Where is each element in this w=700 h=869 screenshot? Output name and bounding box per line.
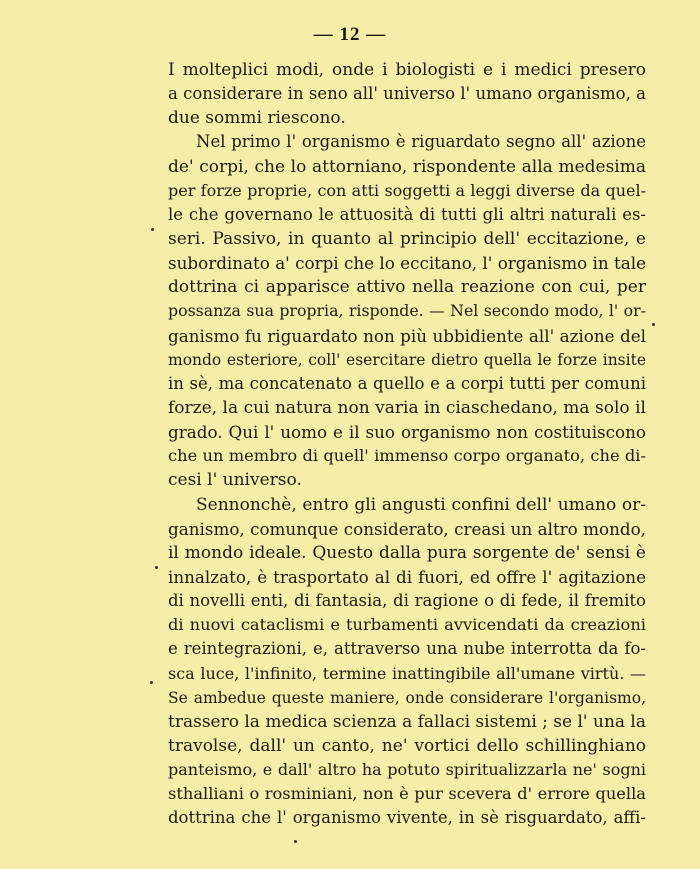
text-line: dottrina ci apparisce attivo nella reazione con cui, per bbox=[168, 277, 646, 298]
scan-speck bbox=[150, 681, 153, 684]
body-text bbox=[168, 58, 646, 831]
text-line: due sommi riescono. bbox=[168, 108, 346, 129]
scan-speck bbox=[652, 323, 655, 326]
page-number: — 12 — bbox=[313, 24, 387, 45]
text-line: sca luce, l'infinito, termine inattingibile all'umane virtù. — bbox=[168, 663, 646, 683]
text-line: innalzato, è trasportato al di fuori, ed offre l' agitazione bbox=[168, 566, 646, 587]
text-line: forze, la cui natura non varia in ciaschedano, ma solo il bbox=[168, 397, 646, 418]
text-line: sthalliani o rosminiani, non è pur scevera d' errore quella bbox=[168, 784, 646, 804]
text-line: che un membro di quell' immenso corpo organato, che di- bbox=[168, 446, 646, 466]
text-line: I molteplici modi, onde i biologisti e i medici presero bbox=[168, 60, 646, 80]
text-line: dottrina che l' organismo vivente, in sè risguardato, affi- bbox=[168, 808, 646, 828]
scan-speck bbox=[151, 228, 154, 231]
text-line: a considerare in seno all' universo l' umano organismo, a bbox=[168, 84, 646, 104]
text-line: ganismo, comunque considerato, creasi un altro mondo, bbox=[168, 518, 646, 539]
text-line: seri. Passivo, in quanto al principio dell' eccitazione, e bbox=[168, 228, 646, 249]
text-line: il mondo ideale. Questo dalla pura sorgente de' sensi è bbox=[168, 542, 646, 563]
text-line: di nuovi cataclismi e turbamenti avvicendati da creazioni bbox=[168, 615, 646, 635]
text-line: travolse, dall' un canto, ne' vortici dello schillinghiano bbox=[168, 735, 646, 756]
text-line: ganismo fu riguardato non più ubbidiente all' azione del bbox=[168, 325, 646, 346]
text-line: mondo esteriore, coll' esercitare dietro quella le forze insite bbox=[168, 350, 646, 369]
scan-speck bbox=[155, 566, 158, 569]
text-line: de' corpi, che lo attorniano, rispondente alla medesima bbox=[168, 156, 646, 177]
text-line: subordinato a' corpi che lo eccitano, l' organismo in tale bbox=[168, 253, 646, 274]
text-line: Se ambedue queste maniere, onde considerare l'organismo, bbox=[168, 688, 646, 707]
text-line: in sè, ma concatenato a quello e a corpi tutti per comuni bbox=[168, 373, 646, 393]
text-line: e reintegrazioni, e, attraverso una nube interrotta da fo- bbox=[168, 639, 646, 659]
text-line: Sennonchè, entro gli angusti confini dell' umano or- bbox=[196, 494, 646, 515]
scan-speck bbox=[294, 840, 297, 843]
text-line: grado. Qui l' uomo e il suo organismo non costituiscono bbox=[168, 422, 646, 443]
text-line: panteismo, e dall' altro ha potuto spiritualizzarla ne' sogni bbox=[168, 760, 646, 780]
text-line: cesi l' universo. bbox=[168, 470, 302, 491]
text-line: le che governano le attuosità di tutti gli altri naturali es- bbox=[168, 204, 646, 224]
text-line: possanza sua propria, risponde. — Nel secondo modo, l' or- bbox=[168, 301, 646, 321]
text-line: trassero la medica scienza a fallaci sistemi ; se l' una la bbox=[168, 711, 647, 732]
text-line: Nel primo l' organismo è riguardato segno all' azione bbox=[196, 132, 646, 152]
text-line: per forze proprie, con atti soggetti a leggi diverse da quel- bbox=[168, 180, 646, 200]
text-line: di novelli enti, di fantasia, di ragione o di fede, il fremito bbox=[168, 591, 646, 611]
